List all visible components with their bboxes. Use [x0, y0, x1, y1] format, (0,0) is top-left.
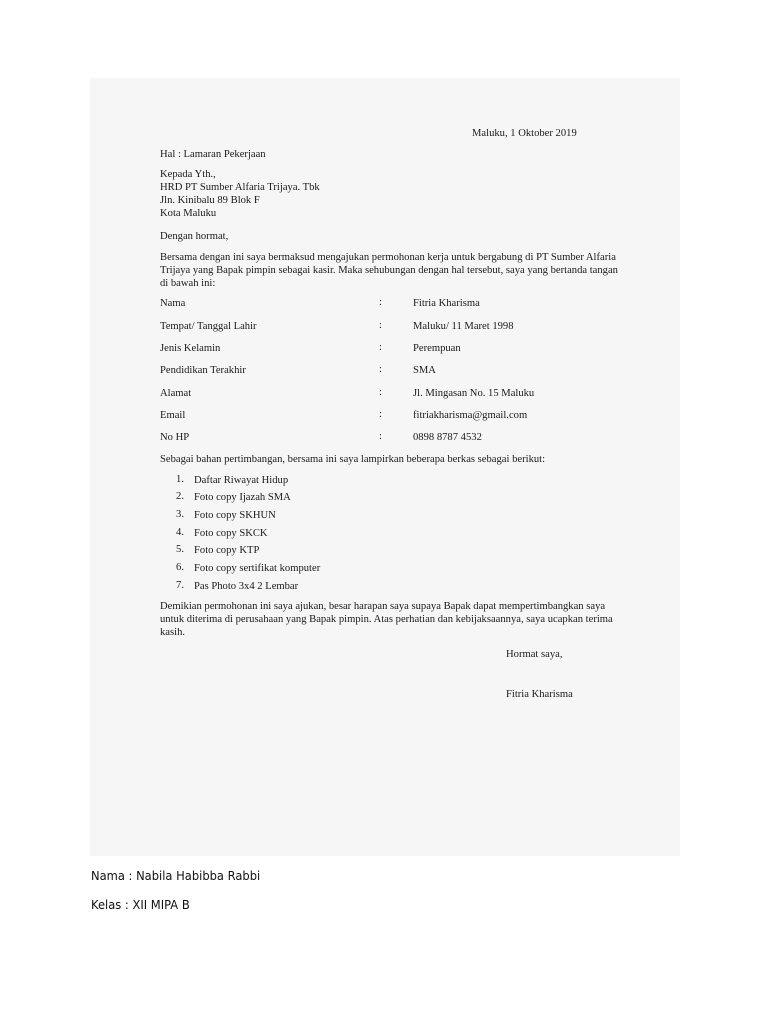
detail-label: No HP [160, 432, 190, 443]
list-item-text: Foto copy KTP [194, 545, 260, 556]
detail-value: SMA [413, 365, 436, 376]
list-item-text: Foto copy sertifikat komputer [194, 563, 321, 574]
list-item-text: Foto copy Ijazah SMA [194, 492, 291, 503]
detail-separator: : [379, 320, 382, 331]
closing-line: Demikian permohonan ini saya ajukan, besar harapan saya supaya Bapak dapat mempertimbangkan saya [160, 601, 606, 612]
closing-line: untuk diterima di perusahaan yang Bapak pimpin. Atas perhatian dan kebijaksaannya, saya ucapkan terima [160, 614, 613, 625]
recipient-line: Kota Maluku [160, 208, 217, 219]
recipient-line: Kepada Yth., [160, 169, 216, 180]
detail-value: fitriakharisma@gmail.com [413, 410, 528, 421]
list-item-number: 2. [176, 491, 184, 502]
detail-label: Tempat/ Tanggal Lahir [160, 321, 257, 332]
list-item-number: 6. [176, 562, 184, 573]
intro-line: di bawah ini: [160, 278, 216, 289]
place-date: Maluku, 1 Oktober 2019 [472, 128, 577, 139]
detail-separator: : [379, 431, 382, 442]
list-item-number: 1. [176, 474, 184, 485]
signature-name: Fitria Kharisma [506, 689, 573, 700]
detail-separator: : [379, 297, 382, 308]
detail-value: Jl. Mingasan No. 15 Maluku [413, 388, 535, 399]
detail-value: Maluku/ 11 Maret 1998 [413, 321, 514, 332]
list-item-text: Pas Photo 3x4 2 Lembar [194, 581, 299, 592]
detail-label: Nama [160, 298, 186, 309]
greeting: Dengan hormat, [160, 231, 229, 242]
intro-line: Bersama dengan ini saya bermaksud mengajukan permohonan kerja untuk bergabung di PT Sumber Alfaria [160, 252, 616, 263]
attachments-intro: Sebagai bahan pertimbangan, bersama ini saya lampirkan beberapa berkas sebagai berikut: [160, 454, 546, 465]
detail-value: 0898 8787 4532 [413, 432, 482, 443]
list-item-number: 3. [176, 509, 184, 520]
detail-separator: : [379, 342, 382, 353]
detail-label: Jenis Kelamin [160, 343, 221, 354]
list-item-text: Daftar Riwayat Hidup [194, 475, 289, 486]
detail-value: Perempuan [413, 343, 461, 354]
list-item-number: 4. [176, 527, 184, 538]
student-class: Kelas : XII MIPA B [91, 897, 190, 912]
subject-line: Hal : Lamaran Pekerjaan [160, 149, 266, 160]
detail-separator: : [379, 409, 382, 420]
intro-line: Trijaya yang Bapak pimpin sebagai kasir. Maka sehubungan dengan hal tersebut, saya yang bertanda tangan [160, 265, 618, 276]
detail-value: Fitria Kharisma [413, 298, 480, 309]
detail-separator: : [379, 364, 382, 375]
list-item-text: Foto copy SKCK [194, 528, 268, 539]
signoff: Hormat saya, [506, 649, 563, 660]
student-name: Nama : Nabila Habibba Rabbi [91, 868, 261, 883]
recipient-line: Jln. Kinibalu 89 Blok F [160, 195, 260, 206]
recipient-line: HRD PT Sumber Alfaria Trijaya. Tbk [160, 182, 320, 193]
detail-label: Alamat [160, 388, 192, 399]
list-item-text: Foto copy SKHUN [194, 510, 276, 521]
detail-separator: : [379, 387, 382, 398]
closing-line: kasih. [160, 627, 186, 638]
detail-label: Email [160, 410, 186, 421]
list-item-number: 7. [176, 580, 184, 591]
list-item-number: 5. [176, 544, 184, 555]
detail-label: Pendidikan Terakhir [160, 365, 246, 376]
